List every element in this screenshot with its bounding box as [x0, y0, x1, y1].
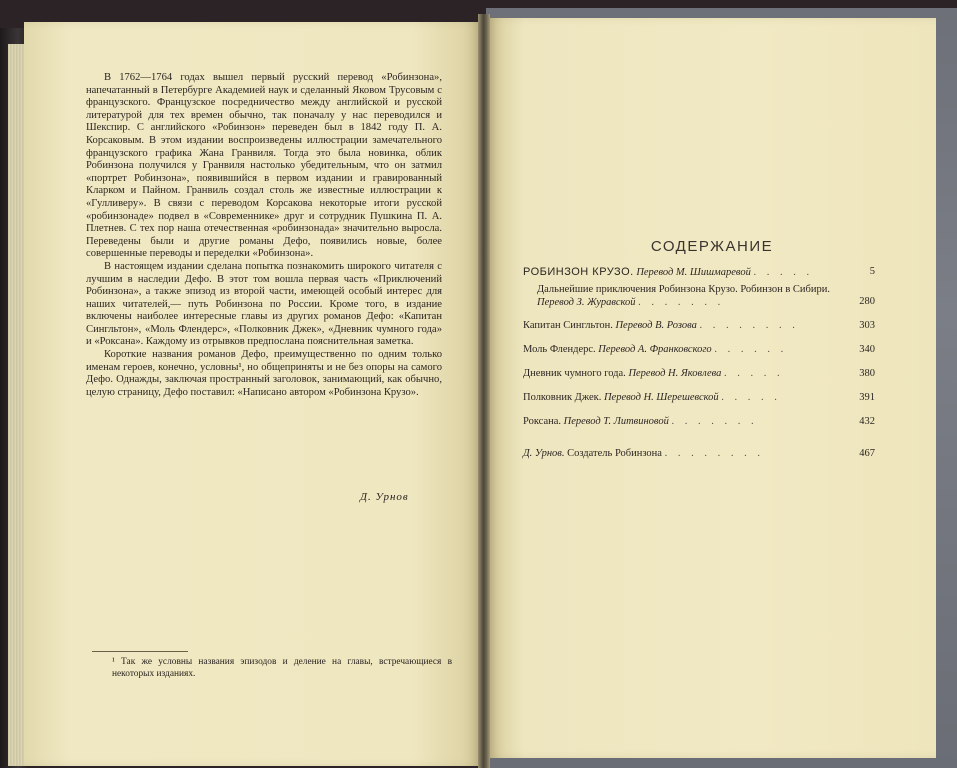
toc-translator: Создатель Робинзона — [567, 448, 662, 459]
toc-leader: . . . . . . — [714, 344, 788, 355]
toc-leader: . . . . . . . — [671, 416, 758, 427]
toc-page-number: 467 — [859, 448, 875, 459]
toc-translator: Перевод А. Франковского — [598, 344, 712, 355]
toc-translator: Перевод Н. Шерешевской — [603, 392, 719, 403]
toc-title: Полковник Джек. — [523, 392, 602, 403]
table-of-contents — [523, 266, 875, 466]
toc-page-number: 380 — [859, 368, 875, 379]
toc-page-number: 5 — [869, 266, 875, 277]
toc-leader: . . . . . — [753, 267, 814, 278]
footnote: ¹ Так же условны названия эпизодов и деление на главы, встречающиеся в некоторых изданиях. — [112, 657, 452, 679]
toc-title: Капитан Сингльтон. — [523, 320, 613, 331]
afterword-text — [86, 72, 442, 399]
toc-entry-further-adventures — [537, 284, 875, 314]
paragraph-2: В настоящем издании сделана попытка познакомить широкого читателя с лучшим в наследии Дефо. В этот том вошла первая часть «Приключений Робинзона», а также эпизод из второй части, имеющей особый интерес для наших читателей,— путь Робинзона по России. Кроме того, в издание включены наиболее интересные главы из других романов Дефо: «Капитан Сингльтон», «Моль Флендерс», «Полковник Джек», «Дневник чумного года» и «Роксана». Каждому из отрывков предпослана пояснительная заметка. — [86, 260, 442, 348]
toc-entry-colonel-jack — [523, 392, 875, 410]
toc-translator: Перевод Н. Яковлева — [628, 368, 722, 379]
toc-translator: Перевод М. Шишмаревой — [636, 267, 751, 278]
toc-page-number: 432 — [859, 416, 875, 427]
toc-title: Дальнейшие приключения Робинзона Крузо. Робинзон в Сибири. — [537, 284, 830, 295]
toc-title: Моль Флендерс. — [523, 344, 596, 355]
toc-title: РОБИНЗОН КРУЗО. — [523, 266, 634, 278]
toc-page-number: 340 — [859, 344, 875, 355]
toc-page-number: 280 — [859, 296, 875, 307]
toc-entry-roxana — [523, 416, 875, 434]
paragraph-1: В 1762—1764 годах вышел первый русский перевод «Робинзона», напечатанный в Петербурге Академией наук и сделанный Яковом Трусовым с французского. Французское посредничество между английской и русской литературой для тех времен обычно, так поначалу у нас переводился и Шекспир. С английского «Робинзон» переведен был в 1842 году П. А. Корсаковым. В этом издании воспроизведены иллюстрации замечательного французского графика Жана Гранвиля. Тогда это была новинка, облик Робинзона получился у Гранвиля настолько убедительным, что он затмил «портрет Робинзона», появившийся в первом издании и гравированный Кларком и Пайном. Гранвиль создал столь же известные иллюстрации к «Гулливеру». В связи с переводом Корсакова некоторые итоги русской «робинзонаде» подвел в «Современнике» друг и сотрудник Пушкина П. А. Плетнев. С тех пор наша отечественная «робинзонада» значительно выросла. Переведены были и другие романы Дефо, появились новые, более совершенные переводы и переделки «Робинзона». — [86, 72, 442, 260]
toc-leader: . . . . . . . . — [699, 320, 799, 331]
paragraph-3: Короткие названия романов Дефо, преимущественно по одним только именам героев, конечно, условны¹, но общеприняты и не без опоры на самого Дефо. Однажды, заключая пространный заголовок, занимающий, как обычно, целую страницу, Дефо поставил: «Написано автором «Робинзона Крузо». — [86, 349, 442, 398]
toc-leader: . . . . . . . — [638, 296, 725, 308]
author-signature: Д. Урнов — [360, 491, 409, 503]
toc-page-number: 303 — [859, 320, 875, 331]
toc-entry-urnov — [523, 448, 875, 466]
toc-title: Дневник чумного года. — [523, 368, 626, 379]
toc-translator: Перевод В. Розова — [615, 320, 697, 331]
toc-leader: . . . . . — [723, 368, 784, 379]
footnote-rule — [92, 651, 188, 652]
toc-entry-singleton — [523, 320, 875, 338]
toc-translator: Перевод З. Журавской — [537, 296, 636, 308]
toc-entry-robinson — [523, 266, 875, 284]
toc-page-number: 391 — [859, 392, 875, 403]
toc-leader: . . . . . . . . — [664, 448, 764, 459]
toc-translator: Перевод Т. Литвиновой — [563, 416, 669, 427]
toc-entry-plague-year — [523, 368, 875, 386]
toc-entry-moll-flanders — [523, 344, 875, 362]
contents-heading: СОДЕРЖАНИЕ — [650, 238, 774, 255]
toc-leader: . . . . . — [721, 392, 781, 403]
toc-title: Д. Урнов. — [523, 448, 565, 459]
toc-title: Роксана. — [523, 416, 562, 427]
book-gutter — [478, 14, 490, 768]
